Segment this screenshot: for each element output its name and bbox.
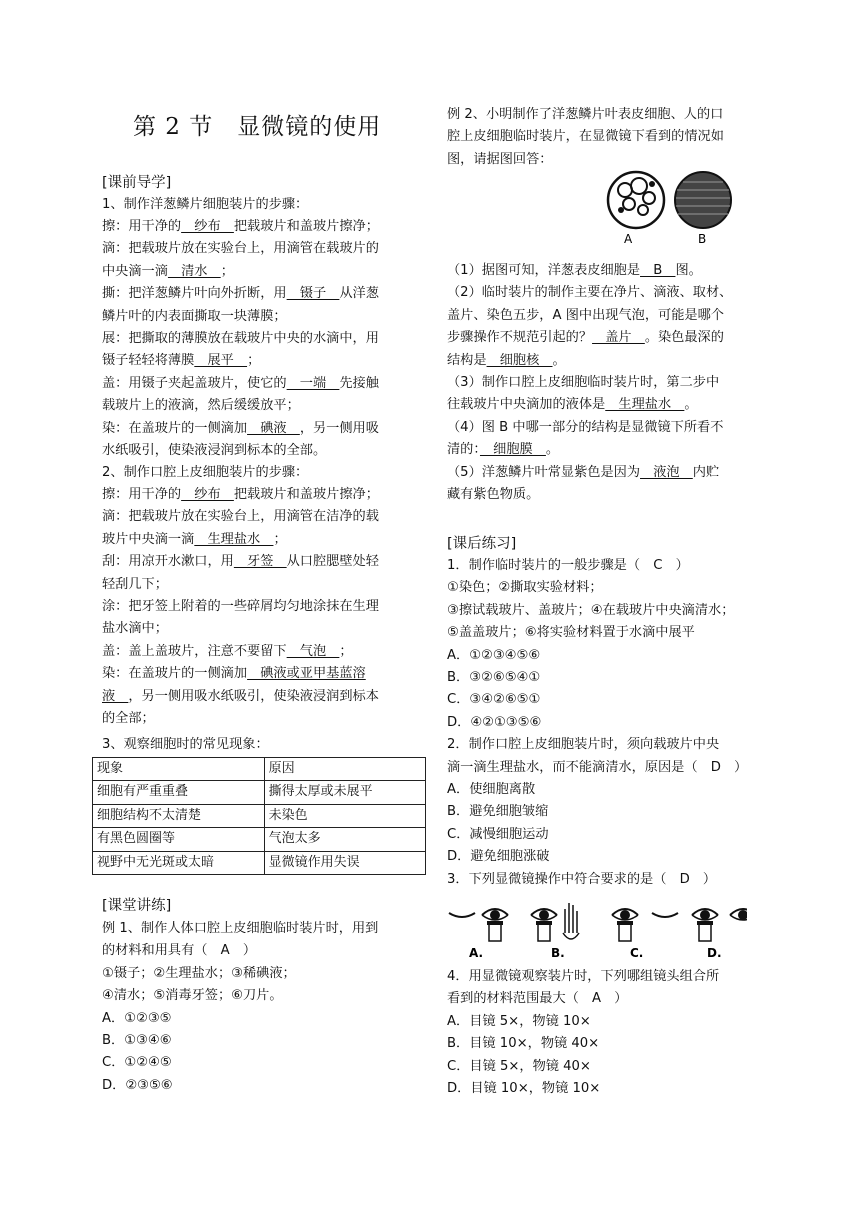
line-text: 。	[545, 442, 560, 458]
answer-blank: 一端	[286, 375, 340, 391]
line-text: 。染色最深的	[644, 330, 724, 346]
text-line	[447, 305, 732, 327]
text-line	[102, 283, 379, 305]
text-line: 1．制作临时装片的一般步骤是（ C ）	[447, 558, 689, 573]
line-text: 把载玻片和盖玻片擦净；	[233, 487, 379, 502]
line-text: 刮：用凉开水漱口，用	[102, 554, 234, 570]
answer-blank: 碘液或亚甲基蓝溶	[247, 666, 366, 682]
text-line: ④清水；⑤消毒牙签；⑥刀片。	[102, 988, 283, 1004]
line-text: 盐水滴中；	[102, 621, 168, 637]
line-text: （1）据图可知，洋葱表皮细胞是	[447, 263, 641, 278]
line-text: 盖片、染色五步，A 图中出现气泡，可能是哪个	[447, 307, 724, 323]
text-line	[102, 529, 379, 551]
line-text: 镊子轻轻将薄膜	[102, 353, 195, 369]
answer-blank: 纱布	[181, 219, 234, 234]
text-line: D．目镜 10×，物镜 10×	[447, 1081, 601, 1097]
line-text: 把载玻片和盖玻片擦净；	[233, 219, 379, 234]
text-line: 图，请据图回答：	[447, 151, 553, 167]
line-text: ；	[247, 353, 261, 369]
line-text: 从洋葱	[339, 286, 379, 302]
line-text: 染：在盖玻片的一侧滴加	[102, 666, 248, 682]
text-line: 2．制作口腔上皮细胞装片时，须向载玻片中央	[447, 737, 720, 753]
line-text: 载玻片上的液滴，然后缓缓放平；	[102, 398, 300, 414]
answer-blank: 纱布	[181, 487, 234, 502]
text-line: 腔上皮细胞临时装片，在显微镜下看到的情况如	[447, 129, 724, 145]
answer-blank: 碘液	[247, 420, 300, 436]
table-header-row	[93, 758, 426, 781]
text-line: 看到的材料范围最大（ A ）	[447, 991, 628, 1007]
cell-figure	[599, 160, 779, 246]
text-line: 滴一滴生理盐水，而不能滴清水，原因是（ D ）	[447, 759, 748, 775]
answer-blank: B	[640, 263, 676, 278]
onion-steps-title: 1、制作洋葱鳞片细胞装片的步骤：	[102, 197, 309, 212]
onion-steps	[102, 216, 379, 462]
line-text: 轻刮几下；	[102, 576, 168, 592]
table-cell: 撕得太厚或未展平	[264, 781, 425, 804]
text-line: D．②③⑤⑥	[102, 1077, 173, 1093]
example-1	[102, 918, 378, 1097]
text-line	[102, 395, 379, 417]
text-line	[447, 462, 732, 484]
cheek-steps-title: 2、制作口腔上皮细胞装片的步骤：	[102, 465, 309, 480]
text-line: 的材料和用具有（ A ）	[102, 943, 257, 959]
text-line	[102, 641, 379, 663]
answer-blank: 清水	[167, 263, 221, 279]
table-row	[93, 828, 426, 851]
table-cell: 未染色	[264, 804, 425, 827]
text-line: C．①②④⑤	[102, 1055, 172, 1071]
text-line: 3．下列显微镜操作中符合要求的是（ D ）	[447, 871, 717, 887]
text-line: B．③②⑥⑤④①	[447, 670, 541, 686]
table-cell: 现象	[93, 758, 265, 781]
answer-blank: 盖片	[592, 330, 645, 346]
line-text: 水纸吸引，使染液浸润到标本的全部。	[102, 443, 327, 459]
line-text: 中央滴一滴	[102, 263, 168, 279]
text-line	[102, 686, 379, 708]
table-row	[93, 804, 426, 827]
text-line	[102, 440, 379, 462]
line-text: （3）制作口腔上皮细胞临时装片时，第二步中	[447, 375, 720, 391]
line-text: ，另一侧用吸水纸吸引，使染液浸润到标本	[128, 688, 379, 704]
answer-blank: 液	[102, 688, 129, 704]
text-line: ①染色；②撕取实验材料；	[447, 580, 603, 596]
line-text: 藏有紫色物质。	[447, 487, 540, 503]
line-text: 的全部；	[102, 711, 155, 727]
answer-blank: 细胞核	[486, 352, 553, 368]
text-line: ①镊子；②生理盐水；③稀碘液；	[102, 965, 296, 981]
text-line: A．目镜 5×，物镜 10×	[447, 1013, 591, 1029]
observation-title: 3、观察细胞时的常见现象：	[102, 737, 269, 752]
line-text: ；	[339, 643, 353, 659]
line-text: 步骤操作不规范引起的？	[447, 330, 593, 346]
text-line	[447, 260, 732, 282]
text-line: ③擦试载玻片、盖玻片；④在载玻片中央滴清水；	[447, 602, 735, 618]
table-cell: 细胞结构不太清楚	[93, 804, 265, 827]
line-text: 盖：用镊子夹起盖玻片，使它的	[102, 375, 287, 391]
line-text: 鳞片叶的内表面撕取一块薄膜；	[102, 308, 287, 324]
line-text: 内贮	[692, 464, 720, 480]
pre-class-heading: [课前导学]	[102, 175, 172, 191]
table-cell: 原因	[264, 758, 425, 781]
answer-blank: 展平	[194, 353, 248, 369]
text-line: C．减慢细胞运动	[447, 826, 549, 842]
text-line	[447, 417, 732, 439]
answer-blank: 液泡	[640, 464, 693, 480]
table-cell: 气泡太多	[264, 828, 425, 851]
text-line	[102, 238, 379, 260]
text-line	[102, 306, 379, 328]
line-text: ；	[220, 263, 234, 279]
text-line	[447, 327, 732, 349]
text-line	[447, 350, 732, 372]
answer-blank: 细胞膜	[479, 442, 546, 458]
text-line: ⑤盖盖玻片；⑥将实验材料置于水滴中展平	[447, 625, 695, 641]
table-row	[93, 781, 426, 804]
table-cell: 显微镜作用失误	[264, 851, 425, 874]
text-line	[102, 506, 379, 528]
line-text: 从口腔腮壁处轻	[286, 554, 379, 570]
eye-label-c: C.	[630, 946, 644, 960]
figure-label-b: B	[698, 232, 707, 246]
exercise-questions	[447, 555, 747, 891]
text-line	[102, 373, 379, 395]
table-cell: 视野中无光斑或太暗	[93, 851, 265, 874]
line-text: 。	[552, 352, 566, 368]
line-text: 玻片中央滴一滴	[102, 531, 195, 547]
line-text: 染：在盖玻片的一侧滴加	[102, 420, 248, 436]
line-text: 清的：	[447, 442, 480, 458]
line-text: 涂：把牙签上附着的一些碎屑均匀地涂抹在生理	[102, 599, 379, 615]
text-line: C．目镜 5×，物镜 40×	[447, 1058, 591, 1074]
text-line	[447, 439, 732, 461]
table-row	[93, 851, 426, 874]
text-line	[102, 596, 379, 618]
line-text: 撕：把洋葱鳞片叶向外折断，用	[102, 286, 287, 302]
answer-blank: 气泡	[286, 643, 340, 659]
text-line	[447, 372, 732, 394]
answer-blank: 生理盐水	[194, 531, 274, 547]
text-line	[102, 328, 379, 350]
example-2-answers	[447, 260, 732, 506]
text-line	[102, 418, 379, 440]
line-text: 擦：用干净的	[102, 487, 182, 502]
text-line: C．③④②⑥⑤①	[447, 692, 541, 708]
text-line	[102, 618, 379, 640]
text-line	[447, 484, 732, 506]
line-text: 滴：把载玻片放在实验台上，用滴管在洁净的载	[102, 509, 379, 525]
answer-blank: 镊子	[286, 286, 340, 302]
table-cell: 有黑色圆圈等	[93, 828, 265, 851]
line-text: ，另一侧用吸	[299, 420, 379, 436]
text-line	[102, 574, 379, 596]
line-text: 先接触	[339, 375, 379, 391]
line-text: 图。	[675, 263, 702, 278]
line-text: 。	[684, 397, 698, 413]
line-text: （4）图 B 中哪一部分的结构是显微镜下所看不	[447, 419, 724, 435]
text-line: D．避免细胞涨破	[447, 849, 550, 865]
text-line	[102, 216, 379, 238]
line-text: 滴：把载玻片放在实验台上，用滴管在载玻片的	[102, 241, 379, 257]
text-line	[447, 282, 732, 304]
observation-table	[92, 757, 426, 875]
line-text: ；	[273, 531, 287, 547]
text-line	[102, 261, 379, 283]
eye-label-b: B.	[551, 946, 565, 960]
exercise-question-4	[447, 966, 719, 1100]
answer-blank: 牙签	[233, 554, 287, 570]
text-line: 例 1、制作人体口腔上皮细胞临时装片时，用到	[102, 921, 379, 936]
text-line: 例 2、小明制作了洋葱鳞片叶表皮细胞、人的口	[447, 107, 724, 122]
table-cell: 细胞有严重重叠	[93, 781, 265, 804]
figure-label-a: A	[624, 232, 633, 246]
text-line	[102, 663, 379, 685]
line-text: 结构是	[447, 352, 487, 368]
cheek-steps	[102, 484, 379, 730]
text-line: 4．用显微镜观察装片时，下列哪组镜头组合所	[447, 969, 720, 984]
text-line: B．避免细胞皱缩	[447, 804, 549, 820]
line-text: 展：把撕取的薄膜放在载玻片中央的水滴中，用	[102, 331, 379, 347]
line-text: （2）临时装片的制作主要在净片、滴液、取材、	[447, 285, 733, 301]
text-line: B．目镜 10×，物镜 40×	[447, 1036, 600, 1052]
text-line	[102, 708, 379, 730]
line-text: （5）洋葱鳞片叶常显紫色是因为	[447, 464, 641, 480]
text-line	[447, 394, 732, 416]
class-practice-heading: [课堂讲练]	[102, 898, 172, 914]
after-class-heading: [课后练习]	[447, 536, 517, 552]
text-line	[102, 551, 379, 573]
line-text: 盖：盖上盖玻片，注意不要留下	[102, 643, 287, 659]
eye-label-a: A.	[469, 946, 484, 960]
text-line	[102, 350, 379, 372]
text-line: A．使细胞离散	[447, 782, 536, 798]
line-text: 往载玻片中央滴加的液体是	[447, 397, 606, 413]
text-line: B．①③④⑥	[102, 1033, 172, 1049]
line-text: 擦：用干净的	[102, 219, 182, 234]
text-line: A．①②③⑤	[102, 1010, 172, 1026]
eye-label-d: D.	[707, 946, 722, 960]
text-line: D．④②①③⑤⑥	[447, 714, 542, 730]
eyes-figure	[447, 893, 747, 961]
text-line: A．①②③④⑤⑥	[447, 647, 541, 663]
answer-blank: 生理盐水	[605, 397, 685, 413]
text-line	[102, 484, 379, 506]
page-title: 第 2 节 显微镜的使用	[133, 114, 382, 140]
